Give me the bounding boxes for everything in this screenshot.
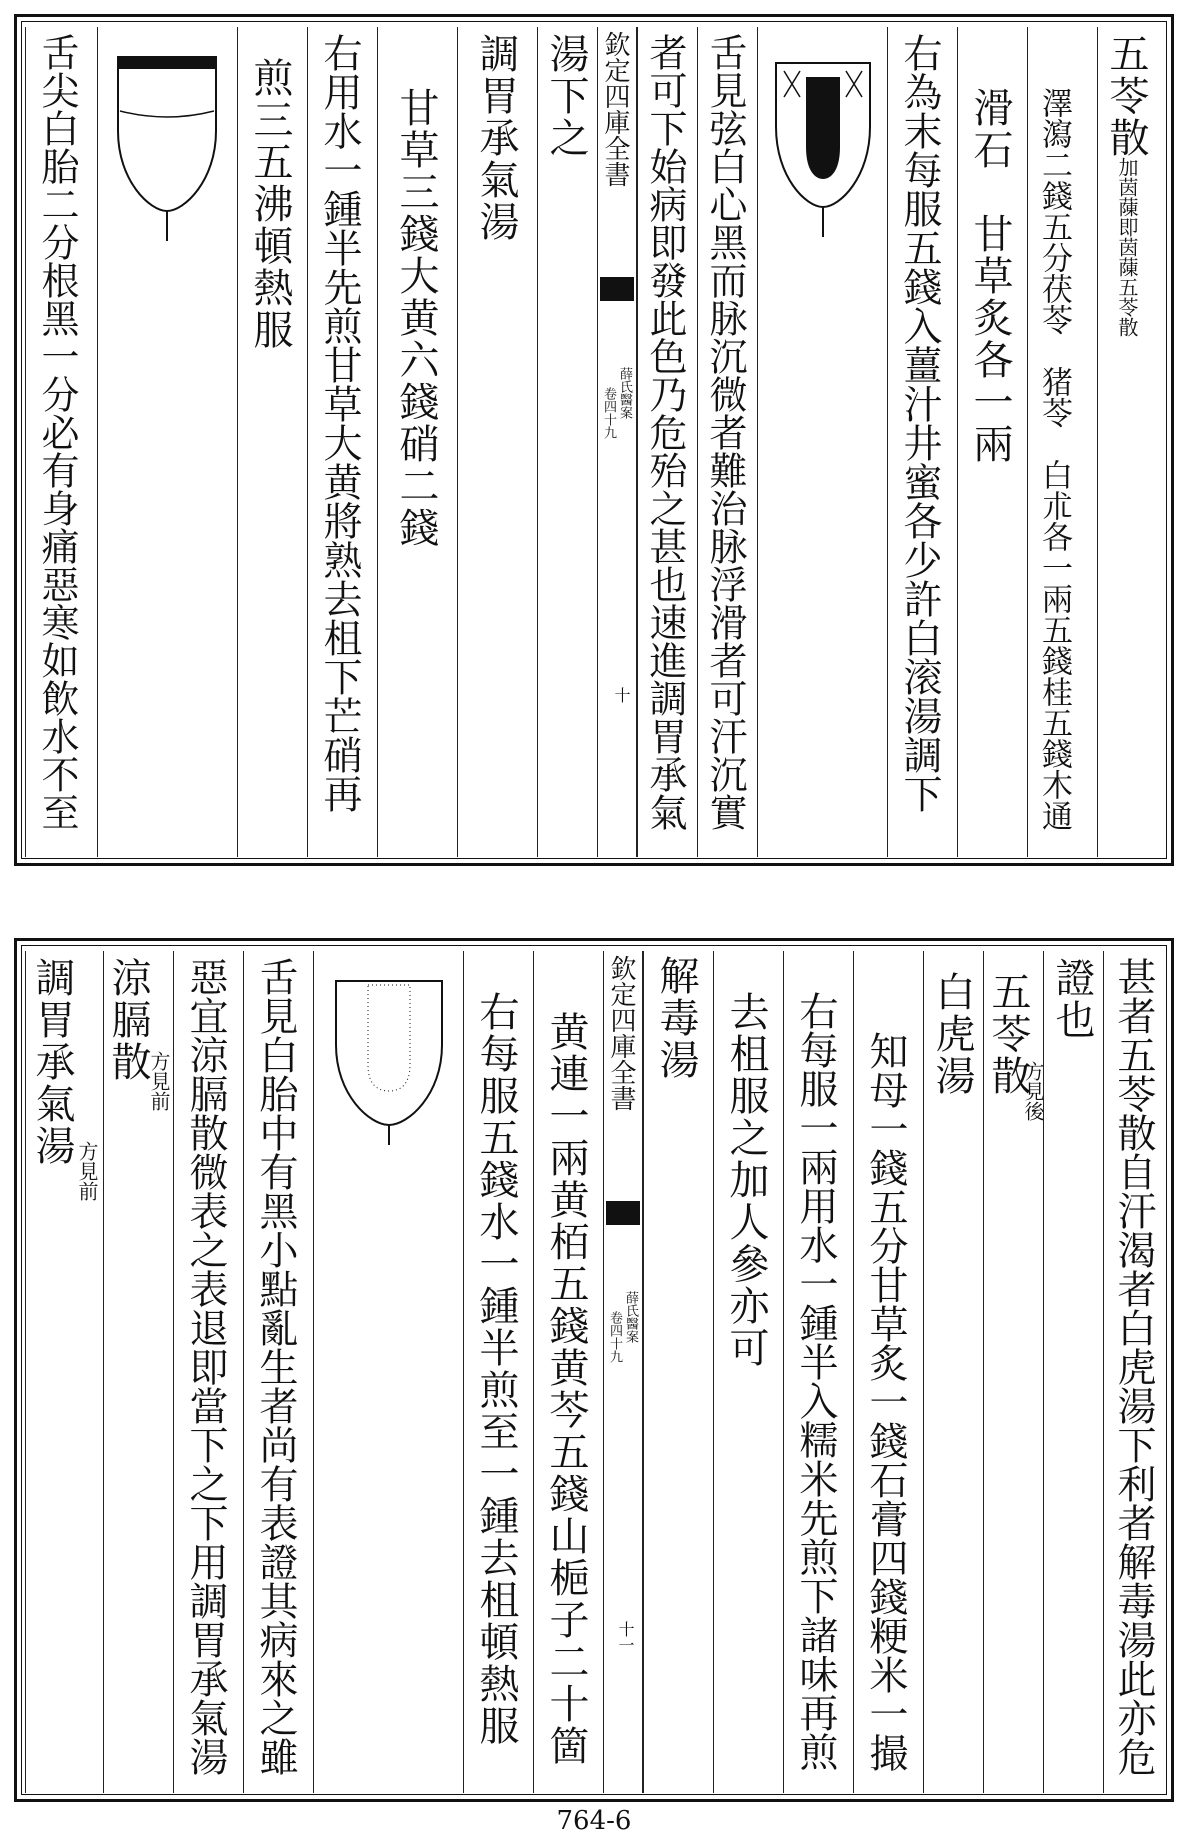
tongue-diagram-1 xyxy=(757,27,887,857)
text-column: 黄連一兩黄栢五錢黄芩五錢山梔子二十箇 xyxy=(543,1011,589,1767)
column-13 xyxy=(103,951,173,1793)
text-column: 舌見白胎中有黑小點亂生者尚有表證其病來之雖 xyxy=(253,957,298,1776)
center-fold xyxy=(597,27,637,857)
column-4 xyxy=(887,27,957,857)
tongue-black-dots-illustration xyxy=(330,975,448,1145)
annotation: 加茵蔯即茵蔯五苓散 xyxy=(1115,157,1139,337)
annotation: 方見後 xyxy=(1021,1061,1045,1121)
text-column: 甘草三錢大黄六錢硝二錢 xyxy=(393,87,439,549)
text-column: 知母一錢五分甘草炙一錢石膏四錢粳米一撮 xyxy=(863,1031,908,1772)
page-number: 764-6 xyxy=(556,1806,632,1836)
tongue-black-center-illustration xyxy=(770,57,876,237)
text-column: 舌尖白胎二分根黑一分必有身痛惡寒如飲水不至 xyxy=(35,33,79,831)
book-header: 欽定四庫全書 xyxy=(600,31,630,187)
annotation: 方見前 xyxy=(75,1141,99,1201)
formula-title: 涼膈散 xyxy=(105,957,151,1083)
column-14 xyxy=(25,951,103,1793)
column-10 xyxy=(307,27,377,857)
column-2 xyxy=(1043,951,1103,1793)
text-column: 舌見弦白心黑而脉沉微者難治脉浮滑者可汗沉實 xyxy=(703,33,747,831)
column-10 xyxy=(463,951,533,1793)
juan-number: 卷四十九 xyxy=(607,1311,622,1363)
text-column: 者可下始病即發此色乃危殆之甚也速進調胃承氣 xyxy=(643,33,687,831)
formula-title: 五苓散 xyxy=(1103,33,1149,159)
column-1 xyxy=(1103,951,1167,1793)
text-column: 滑石 甘草炙各一兩 xyxy=(967,87,1013,465)
leaf-number: 十 xyxy=(612,687,631,703)
column-3 xyxy=(983,951,1043,1793)
column-11 xyxy=(237,27,307,857)
leaf-number: 十一 xyxy=(616,1621,635,1653)
center-fold xyxy=(603,951,643,1793)
annotation: 方見前 xyxy=(147,1051,171,1111)
formula-title: 調胃承氣湯 xyxy=(473,33,519,243)
column-5 xyxy=(853,951,923,1793)
tongue-diagram-3 xyxy=(313,951,463,1793)
column-6 xyxy=(637,27,697,857)
formula-title: 白虎湯 xyxy=(929,971,975,1097)
lower-page xyxy=(14,938,1174,1802)
column-7 xyxy=(713,951,783,1793)
column-12 xyxy=(173,951,243,1793)
column-8 xyxy=(643,951,713,1793)
tongue-diagram-2 xyxy=(97,27,237,857)
formula-title: 解毒湯 xyxy=(653,955,699,1081)
text-column: 甚者五苓散自汗渴者白虎湯下利者解毒湯此亦危 xyxy=(1111,957,1156,1776)
column-11 xyxy=(243,951,313,1793)
column-12 xyxy=(25,27,97,857)
book-title: 薛氏醫案 xyxy=(623,1291,638,1343)
column-4 xyxy=(923,951,983,1793)
column-1 xyxy=(1097,27,1167,857)
tongue-black-tip-illustration xyxy=(112,51,222,241)
column-7 xyxy=(537,27,597,857)
column-3 xyxy=(957,27,1027,857)
text-column: 湯下之 xyxy=(543,33,589,159)
column-5 xyxy=(697,27,757,857)
column-6 xyxy=(783,951,853,1793)
juan-number: 卷四十九 xyxy=(601,387,616,439)
column-9 xyxy=(533,951,603,1793)
formula-title: 五苓散 xyxy=(985,971,1031,1097)
text-column: 右每服五錢水一鍾半煎至一鍾去柤頓熱服 xyxy=(473,991,519,1747)
column-8 xyxy=(457,27,537,857)
text-column: 右為末每服五錢入薑汁井蜜各少許白滚湯調下 xyxy=(897,33,942,813)
text-column: 右每服一兩用水一鍾半入糯米先煎下諸味再煎 xyxy=(793,991,838,1771)
text-column: 煎三五沸頓熱服 xyxy=(247,57,293,351)
text-column: 惡宜涼膈散微表之表退即當下之下用調胃承氣湯 xyxy=(183,957,228,1776)
book-header: 欽定四庫全書 xyxy=(606,955,636,1111)
fish-tail-mark xyxy=(600,277,634,301)
book-title: 薛氏醫案 xyxy=(617,367,632,419)
column-2 xyxy=(1027,27,1097,857)
column-9 xyxy=(377,27,457,857)
upper-page xyxy=(14,14,1174,866)
text-column: 右用水一鍾半先煎甘草大黄將熟去柤下芒硝再 xyxy=(317,33,362,813)
formula-title: 調胃承氣湯 xyxy=(29,957,75,1167)
text-column: 證也 xyxy=(1049,957,1095,1041)
fish-tail-mark xyxy=(606,1201,640,1225)
text-column: 澤瀉二錢五分茯苓 猪苓 白朮各一兩五錢桂五錢木通 xyxy=(1036,87,1072,831)
text-column: 去柤服之加人參亦可 xyxy=(723,991,769,1369)
